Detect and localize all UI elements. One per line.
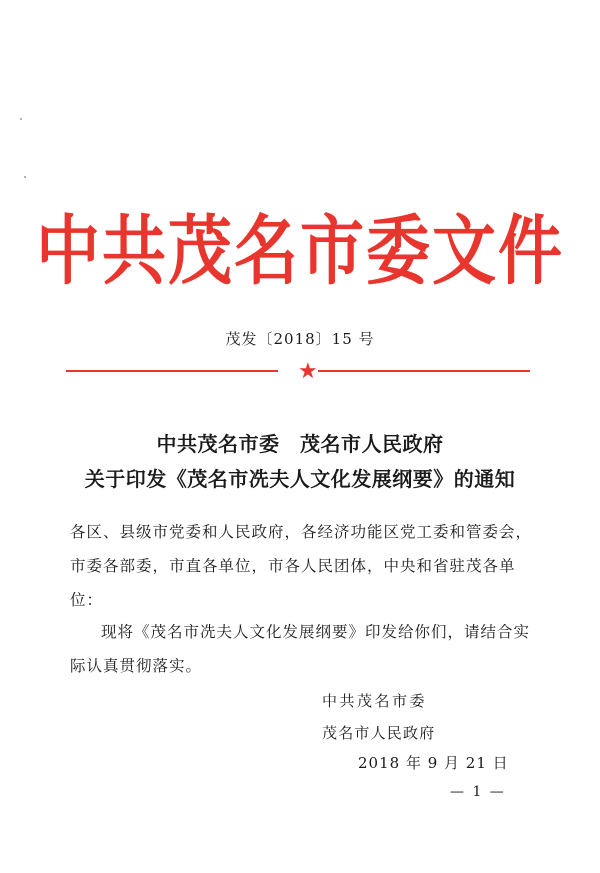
- document-header-title: 中共茂名市委文件: [36, 208, 564, 296]
- scan-speck: [24, 176, 26, 178]
- scan-speck: [20, 118, 22, 120]
- red-divider: ★: [66, 362, 530, 382]
- divider-rule-left: [66, 370, 278, 372]
- content-paragraph: 现将《茂名市冼夫人文化发展纲要》印发给你们，请结合实际认真贯彻落实。: [70, 623, 531, 675]
- document-number: 茂发〔2018〕15 号: [225, 330, 375, 348]
- divider-rule-right: [318, 370, 530, 372]
- signature-org-party: 中共茂名市委: [322, 692, 428, 710]
- signature-date: 2018 年 9 月 21 日: [358, 754, 509, 772]
- signature-org-government: 茂名市人民政府: [322, 724, 436, 742]
- notice-title-line1: 中共茂名市委 茂名市人民政府: [156, 432, 444, 456]
- notice-title-line2: 关于印发《茂名市冼夫人文化发展纲要》的通知: [84, 467, 516, 491]
- addressee-paragraph: 各区、县级市党委和人民政府，各经济功能区党工委和管委会，市委各部委，市直各单位，市各人民团体，中央和省驻茂各单位：: [70, 523, 533, 609]
- page-number: — 1 —: [450, 784, 506, 800]
